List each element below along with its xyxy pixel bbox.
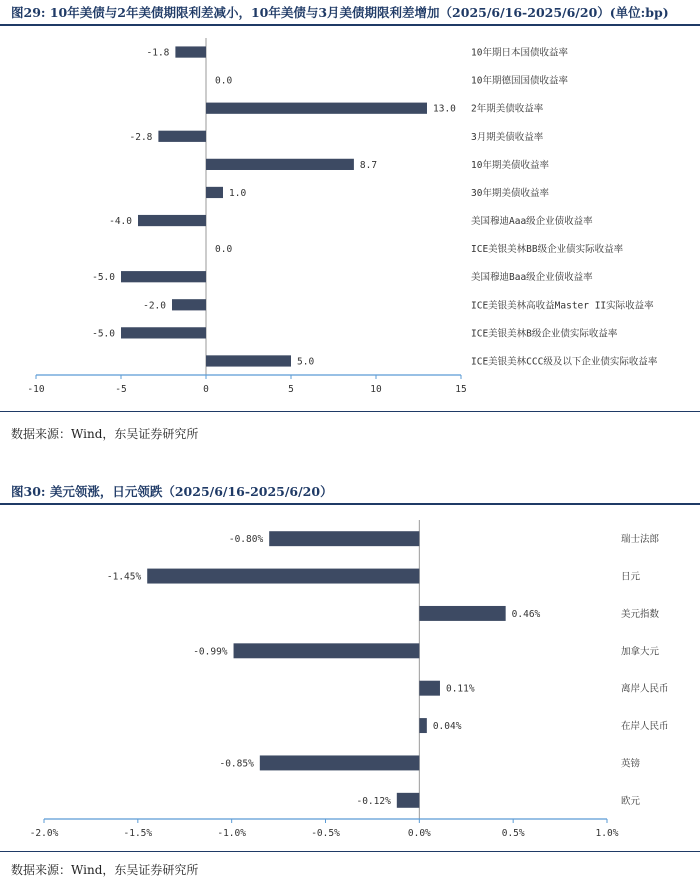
chart2-x-tick-label: -1.0% [217,828,246,839]
chart1-data-label: -2.8 [129,131,153,143]
chart1-category-label: ICE美银美林BB级企业债实际收益率 [471,244,624,256]
chart2-category-label: 日元 [621,571,641,583]
chart1-bar [206,103,427,114]
chart2-category-label: 欧元 [621,795,641,807]
chart2-data-label: 0.46% [511,608,541,620]
chart1-category-label: 30年期美债收益率 [471,187,549,199]
chart1-category-label: 10年期美债收益率 [471,159,549,171]
chart1-bar [158,131,206,142]
chart2-bar [260,755,420,770]
chart2-data-label: 0.11% [445,683,475,695]
chart2-x-tick-label: -2.0% [29,828,59,839]
chart1-data-label: -5.0 [92,328,115,340]
chart1-category-label: ICE美银美林CCC级及以下企业债实际收益率 [471,356,658,368]
chart1-bar [206,355,291,366]
chart2-data-label: -1.45% [106,571,142,583]
chart1-category-label: 美国穆迪Aaa级企业债收益率 [471,216,593,228]
chart2-category-label: 离岸人民币 [621,683,669,695]
chart2-bar [397,793,420,808]
chart2-x-tick-label: 1.0% [595,828,619,839]
chart1-svg [0,26,700,411]
chart2-bar [419,681,440,696]
chart2-data-label: -0.12% [356,795,391,807]
chart2-data-label: -0.85% [219,758,254,770]
chart1-data-label: -1.8 [146,47,170,59]
chart2-data-label: -0.99% [193,646,228,658]
chart1-bar [138,215,206,226]
chart1-data-label: 5.0 [297,356,315,368]
chart2-bar [147,569,419,584]
chart1-bottom-rule [0,411,700,412]
chart1-data-label: 8.7 [359,159,378,171]
chart1-data-label: 13.0 [433,103,456,115]
chart1-source: 数据来源：Wind，东吴证券研究所 [11,427,199,441]
chart2-x-tick-label: -1.5% [123,828,153,839]
chart1-data-label: 1.0 [229,187,247,199]
chart1-x-tick-label: 0 [203,384,209,395]
chart2-category-label: 瑞士法郎 [621,534,660,546]
chart1-x-tick-label: 10 [370,384,382,395]
chart1-data-label: 0.0 [215,244,233,256]
chart1-category-label: 2年期美债收益率 [471,103,544,115]
chart1-bar [121,327,206,338]
chart1-data-label: -5.0 [92,272,115,284]
chart1-category-label: 3月期美债收益率 [471,131,544,143]
chart1-x-tick-label: -5 [115,384,127,395]
chart1-bar [172,299,206,310]
chart1-category-label: 美国穆迪Baa级企业债收益率 [471,272,593,284]
chart1-bar [121,271,206,282]
chart1-data-label: 0.0 [215,75,233,87]
chart1-category-label: ICE美银美林高收益Master II实际收益率 [471,300,654,312]
chart1-x-tick-label: -10 [27,384,45,395]
chart2-bar [419,718,427,733]
chart1-data-label: -4.0 [109,216,132,228]
chart1-data-label: -2.0 [143,300,166,312]
chart2-x-tick-label: -0.5% [311,828,340,839]
chart2-x-tick-label: 0.0% [407,828,431,839]
chart2-data-label: -0.80% [228,534,264,546]
chart2-category-label: 英镑 [621,758,641,770]
chart1-title: 图29: 10年美债与2年美债期限利差减小，10年美债与3月美债期限利差增加（2025/6/16-2025/6/20）(单位:bp) [11,5,669,20]
chart2-category-label: 加拿大元 [621,646,660,658]
chart2-category-label: 在岸人民币 [621,721,669,733]
chart2-bar [234,643,420,658]
chart2-svg [0,505,700,851]
chart1-bar [206,187,223,198]
chart1-x-tick-label: 5 [288,384,294,395]
chart2-category-label: 美元指数 [621,608,660,620]
chart1-category-label: 10年期德国国债收益率 [471,75,568,87]
chart1-bar [175,46,206,57]
chart2-source: 数据来源：Wind，东吴证券研究所 [11,863,199,877]
chart2-bottom-rule [0,851,700,852]
chart1-category-label: ICE美银美林B级企业债实际收益率 [471,328,618,340]
chart1-x-tick-label: 15 [455,384,467,395]
chart2-data-label: 0.04% [432,721,462,733]
chart2-bar [419,606,505,621]
chart1-category-label: 10年期日本国债收益率 [471,47,568,59]
chart2-x-tick-label: 0.5% [501,828,525,839]
chart2-title: 图30: 美元领涨，日元领跌（2025/6/16-2025/6/20） [11,484,333,499]
chart2-bar [269,531,419,546]
chart1-bar [206,159,354,170]
